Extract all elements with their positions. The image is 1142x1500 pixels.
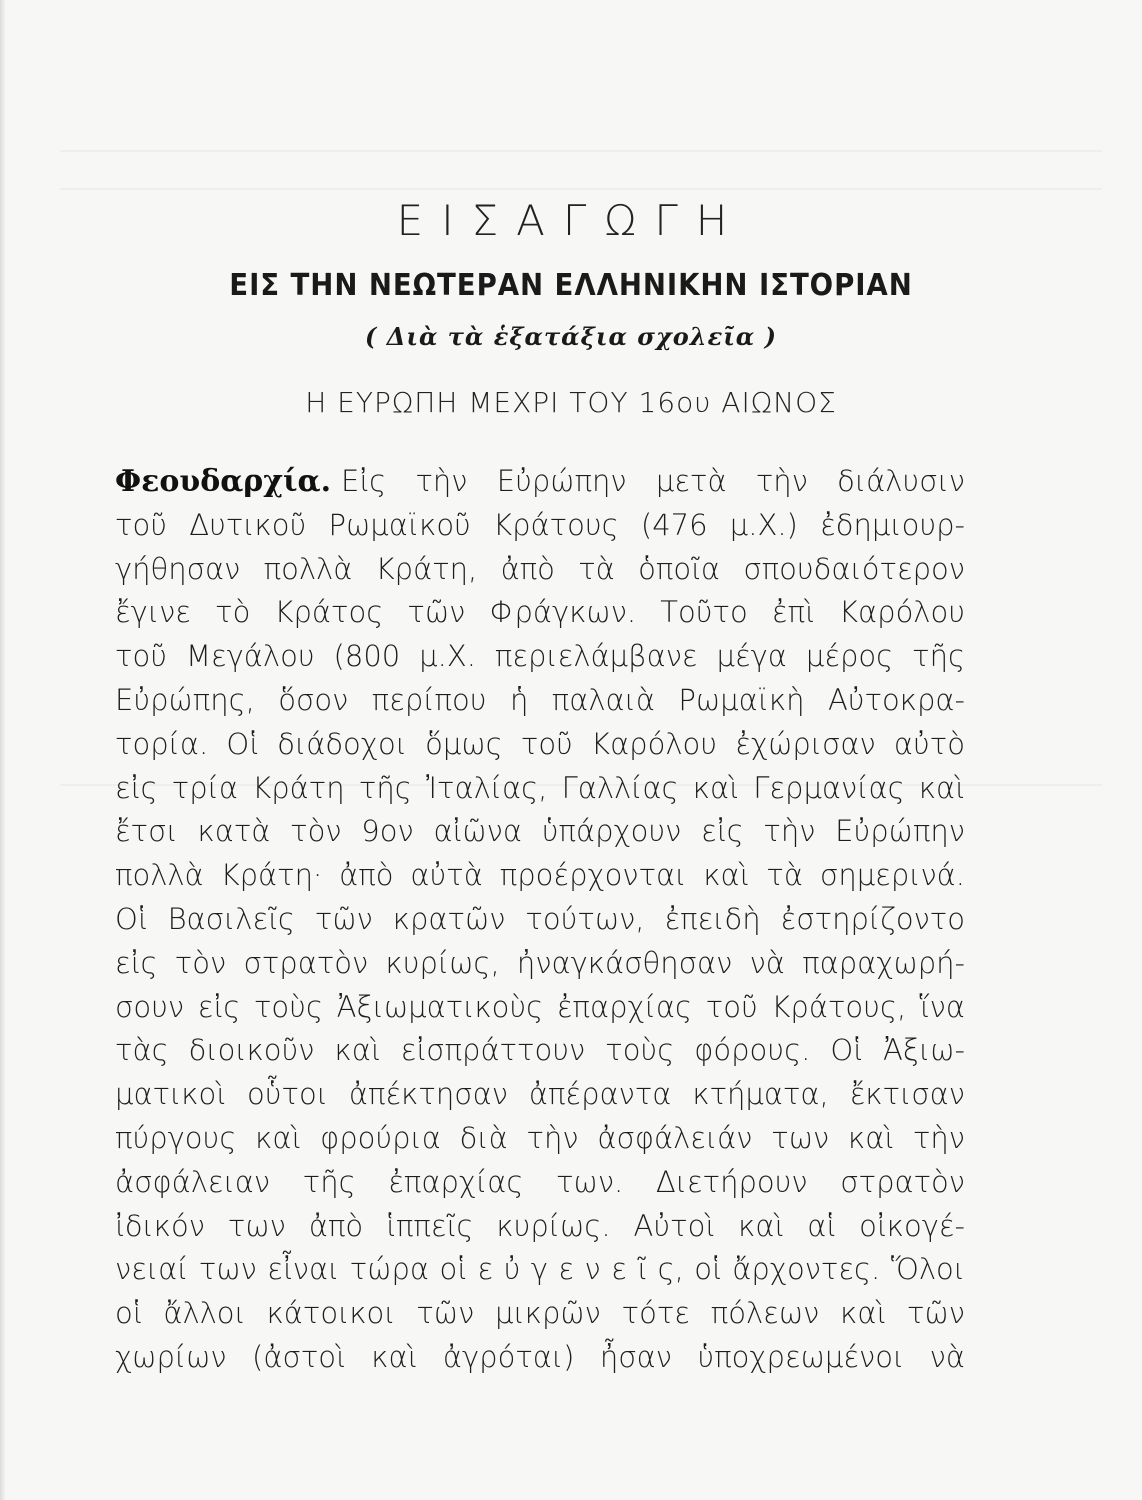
text-line: ἀσφάλειαν τῆς ἐπαρχίας των. Διετήρουν στρατὸν bbox=[115, 1164, 965, 1199]
text-line: ἔτσι κατὰ τὸν 9ον αἰῶνα ὑπάρχουν εἰς τὴν Εὐρώπην bbox=[115, 814, 965, 849]
text-line: γήθησαν πολλὰ Κράτη, ἀπὸ τὰ ὁποῖα σπουδαιότερον bbox=[115, 551, 965, 586]
text-line: ἔγινε τὸ Κράτος τῶν Φράγκων. Τοῦτο ἐπὶ Καρόλου bbox=[115, 595, 965, 630]
page-title: ΕΙΣΑΓΩΓΗ bbox=[396, 196, 746, 245]
text-line: Εἰς τὴν Εὐρώπην μετὰ τὴν διάλυσιν bbox=[341, 464, 965, 498]
page-subtitle: ΕΙΣ ΤΗΝ ΝΕΩΤΕΡΑΝ ΕΛΛΗΝΙΚΗΝ ΙΣΤΟΡΙΑΝ bbox=[229, 268, 913, 303]
text-line: Οἱ Βασιλεῖς τῶν κρατῶν τούτων, ἐπειδὴ ἐστηρίζοντο bbox=[115, 901, 965, 936]
text-line: τοῦ Δυτικοῦ Ρωμαϊκοῦ Κράτους (476 μ.Χ.) ἐδημιουρ- bbox=[115, 507, 965, 542]
text-line: νειαί των εἶναι τώρα οἱ ε ὐ γ ε ν ε ῖ ς, οἱ ἄρχοντες. Ὅλοι bbox=[115, 1252, 965, 1287]
text-line: τοῦ Μεγάλου (800 μ.Χ. περιελάμβανε μέγα μέρος τῆς bbox=[115, 639, 965, 674]
text-line: εἰς τρία Κράτη τῆς Ἰταλίας, Γαλλίας καὶ Γερμανίας καὶ bbox=[115, 770, 965, 805]
text-line: ματικοὶ οὗτοι ἀπέκτησαν ἀπέραντα κτήματα, ἔκτισαν bbox=[115, 1077, 965, 1112]
text-line: πολλὰ Κράτη· ἀπὸ αὐτὰ προέρχονται καὶ τὰ σημερινά. bbox=[115, 858, 965, 893]
bleed-through-line bbox=[60, 150, 1102, 152]
paragraph-first-line bbox=[115, 460, 965, 504]
text-line: οἱ ἄλλοι κάτοικοι τῶν μικρῶν τότε πόλεων καὶ τῶν bbox=[115, 1296, 965, 1331]
text-line: χωρίων (ἀστοὶ καὶ ἀγρόται) ἦσαν ὑποχρεωμένοι νὰ bbox=[115, 1339, 965, 1374]
text-line: σουν εἰς τοὺς Ἀξιωματικοὺς ἐπαρχίας τοῦ Κράτους, ἵνα bbox=[115, 989, 965, 1024]
body-text bbox=[115, 460, 965, 1380]
section-heading: Η ΕΥΡΩΠΗ ΜΕΧΡΙ ΤΟΥ 16ου ΑΙΩΝΟΣ bbox=[305, 386, 837, 419]
text-line: πύργους καὶ φρούρια διὰ τὴν ἀσφάλειάν των καὶ τὴν bbox=[115, 1120, 965, 1155]
school-note: ( Διὰ τὰ ἑξατάξια σχολεῖα ) bbox=[365, 322, 777, 351]
bleed-through-line bbox=[60, 188, 1102, 190]
text-line: εἰς τὸν στρατὸν κυρίως, ἠναγκάσθησαν νὰ παραχωρή- bbox=[115, 945, 965, 980]
text-line: τὰς διοικοῦν καὶ εἰσπράττουν τοὺς φόρους. Οἱ Ἀξιω- bbox=[115, 1033, 965, 1068]
text-line: ἰδικόν των ἀπὸ ἱππεῖς κυρίως. Αὐτοὶ καὶ αἱ οἰκογέ- bbox=[115, 1208, 965, 1243]
paragraph-lead: Φεουδαρχία. bbox=[115, 464, 332, 499]
text-line: τορία. Οἱ διάδοχοι ὅμως τοῦ Καρόλου ἐχώρισαν αὐτὸ bbox=[115, 726, 965, 761]
text-line: Εὐρώπης, ὅσον περίπου ἡ παλαιὰ Ρωμαϊκὴ Αὐτοκρα- bbox=[115, 682, 965, 717]
